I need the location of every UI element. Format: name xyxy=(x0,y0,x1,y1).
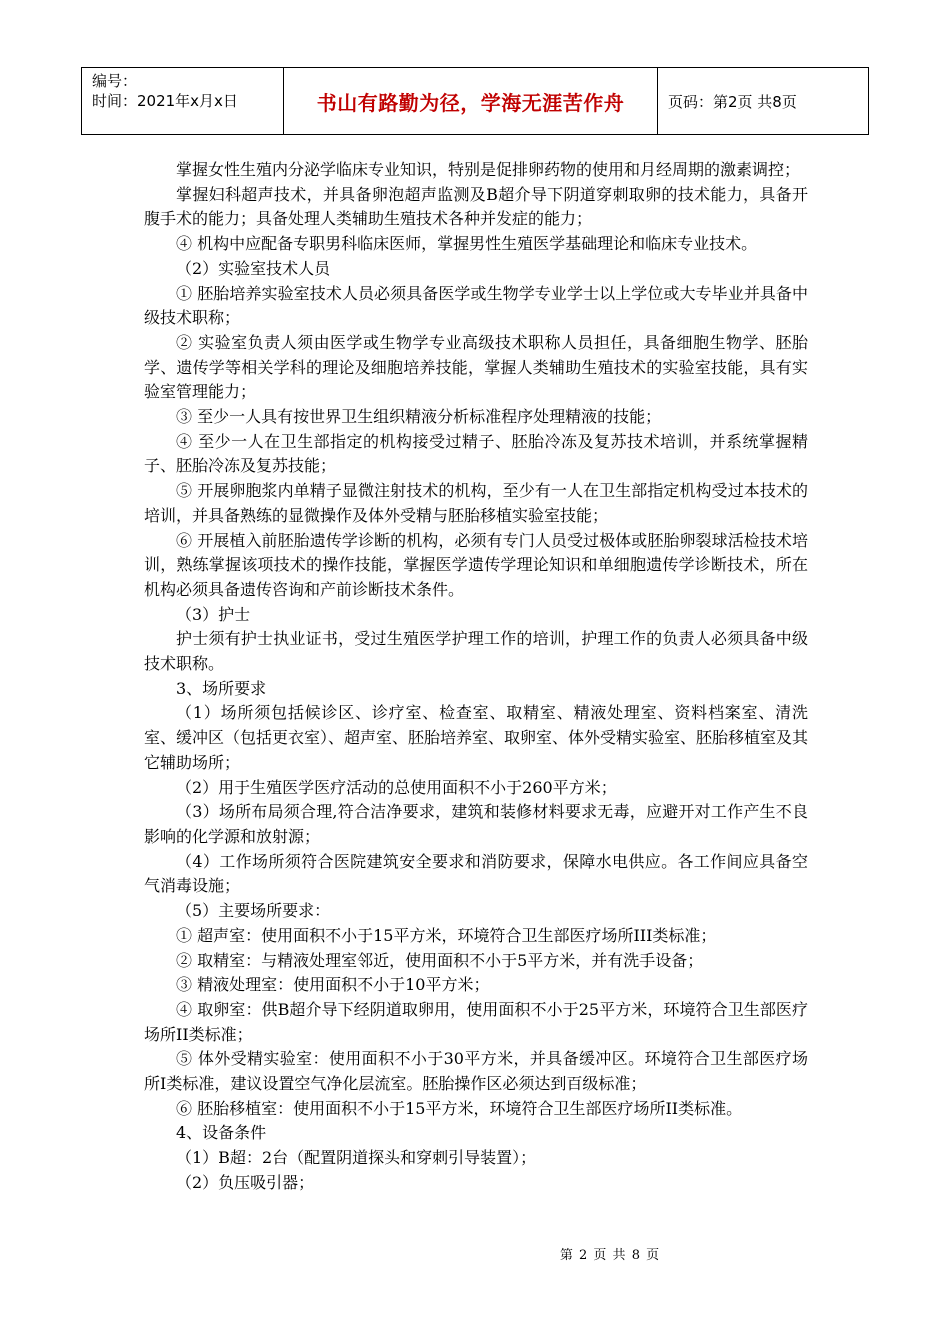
header-page-info: 页码：第2页 共8页 xyxy=(668,92,797,111)
paragraph: ⑤ 体外受精实验室：使用面积不小于30平方米，并具备缓冲区。环境符合卫生部医疗场所I类标准，建议设置空气净化层流室。胚胎操作区必须达到百级标准； xyxy=(144,1049,808,1094)
section-heading: 3、场所要求 xyxy=(176,678,267,698)
document-body xyxy=(144,158,808,1196)
header-left-cell xyxy=(82,68,284,134)
section-heading: （3）护士 xyxy=(176,604,251,624)
paragraph: ② 实验室负责人须由医学或生物学专业高级技术职称人员担任，具备细胞生物学、胚胎学、遗传学等相关学科的理论及细胞培养技能，掌握人类辅助生殖技术的实验室技能，具有实验室管理能力； xyxy=(144,332,808,402)
paragraph: ③ 至少一人具有按世界卫生组织精液分析标准程序处理精液的技能； xyxy=(176,407,662,427)
document-date: 时间：2021年x月x日 xyxy=(92,92,238,110)
paragraph: ④ 至少一人在卫生部指定的机构接受过精子、胚胎冷冻及复苏技术培训，并系统掌握精子、胚胎冷冻及复苏技能； xyxy=(144,431,808,476)
paragraph: ③ 精液处理室：使用面积不小于10平方米； xyxy=(176,975,490,995)
page-footer: 第 2 页 共 8 页 xyxy=(559,1248,661,1263)
paragraph: （5）主要场所要求： xyxy=(176,901,331,921)
paragraph: 掌握妇科超声技术，并具备卵泡超声监测及B超介导下阴道穿刺取卵的技术能力，具备开腹手术的能力；具备处理人类辅助生殖技术各种并发症的能力； xyxy=(144,184,808,229)
section-heading: 4、设备条件 xyxy=(176,1123,267,1143)
paragraph: ① 胚胎培养实验室技术人员必须具备医学或生物学专业学士以上学位或大专毕业并具备中级技术职称； xyxy=(144,283,808,328)
paragraph: ④ 取卵室：供B超介导下经阴道取卵用，使用面积不小于25平方米，环境符合卫生部医疗场所II类标准； xyxy=(144,999,808,1044)
paragraph: 掌握女性生殖内分泌学临床专业知识，特别是促排卵药物的使用和月经周期的激素调控； xyxy=(176,160,801,179)
section-heading: （2）实验室技术人员 xyxy=(176,258,331,278)
paragraph: 护士须有护士执业证书，受过生殖医学护理工作的培训，护理工作的负责人必须具备中级技术职称。 xyxy=(144,629,808,674)
header-motto: 书山有路勤为径，学海无涯苦作舟 xyxy=(284,68,658,134)
page-header xyxy=(81,67,869,135)
paragraph: ① 超声室：使用面积不小于15平方米，环境符合卫生部医疗场所III类标准； xyxy=(176,925,717,945)
paragraph: （2）用于生殖医学医疗活动的总使用面积不小于260平方米； xyxy=(176,777,617,797)
paragraph: ⑤ 开展卵胞浆内单精子显微注射技术的机构，至少有一人在卫生部指定机构受过本技术的培训，并具备熟练的显微操作及体外受精与胚胎移植实验室技能； xyxy=(144,481,808,525)
document-number-label: 编号： xyxy=(92,72,138,90)
paragraph: ④ 机构中应配备专职男科临床医师，掌握男性生殖医学基础理论和临床专业技术。 xyxy=(176,234,758,254)
paragraph: ② 取精室：与精液处理室邻近，使用面积不小于5平方米，并有洗手设备； xyxy=(176,950,704,970)
paragraph: （1）场所须包括候诊区、诊疗室、检查室、取精室、精液处理室、资料档案室、清洗室、缓冲区（包括更衣室）、超声室、胚胎培养室、取卵室、体外受精实验室、胚胎移植室及其它辅助场所； xyxy=(144,703,809,772)
paragraph: （4）工作场所须符合医院建筑安全要求和消防要求，保障水电供应。各工作间应具备空气消毒设施； xyxy=(144,851,808,896)
paragraph: （3）场所布局须合理,符合洁净要求，建筑和装修材料要求无毒，应避开对工作产生不良影响的化学源和放射源； xyxy=(144,802,808,846)
paragraph: ⑥ 胚胎移植室：使用面积不小于15平方米，环境符合卫生部医疗场所II类标准。 xyxy=(176,1098,743,1118)
paragraph: （1）B超：2台（配置阴道探头和穿刺引导装置）； xyxy=(176,1148,537,1168)
paragraph: ⑥ 开展植入前胚胎遗传学诊断的机构，必须有专门人员受过极体或胚胎卵裂球活检技术培训，熟练掌握该项技术的操作技能，掌握医学遗传学理论知识和单细胞遗传学诊断技术，所在机构必须具备遗传咨询和产前诊断技术条件。 xyxy=(144,530,808,599)
paragraph: （2）负压吸引器； xyxy=(176,1172,315,1192)
